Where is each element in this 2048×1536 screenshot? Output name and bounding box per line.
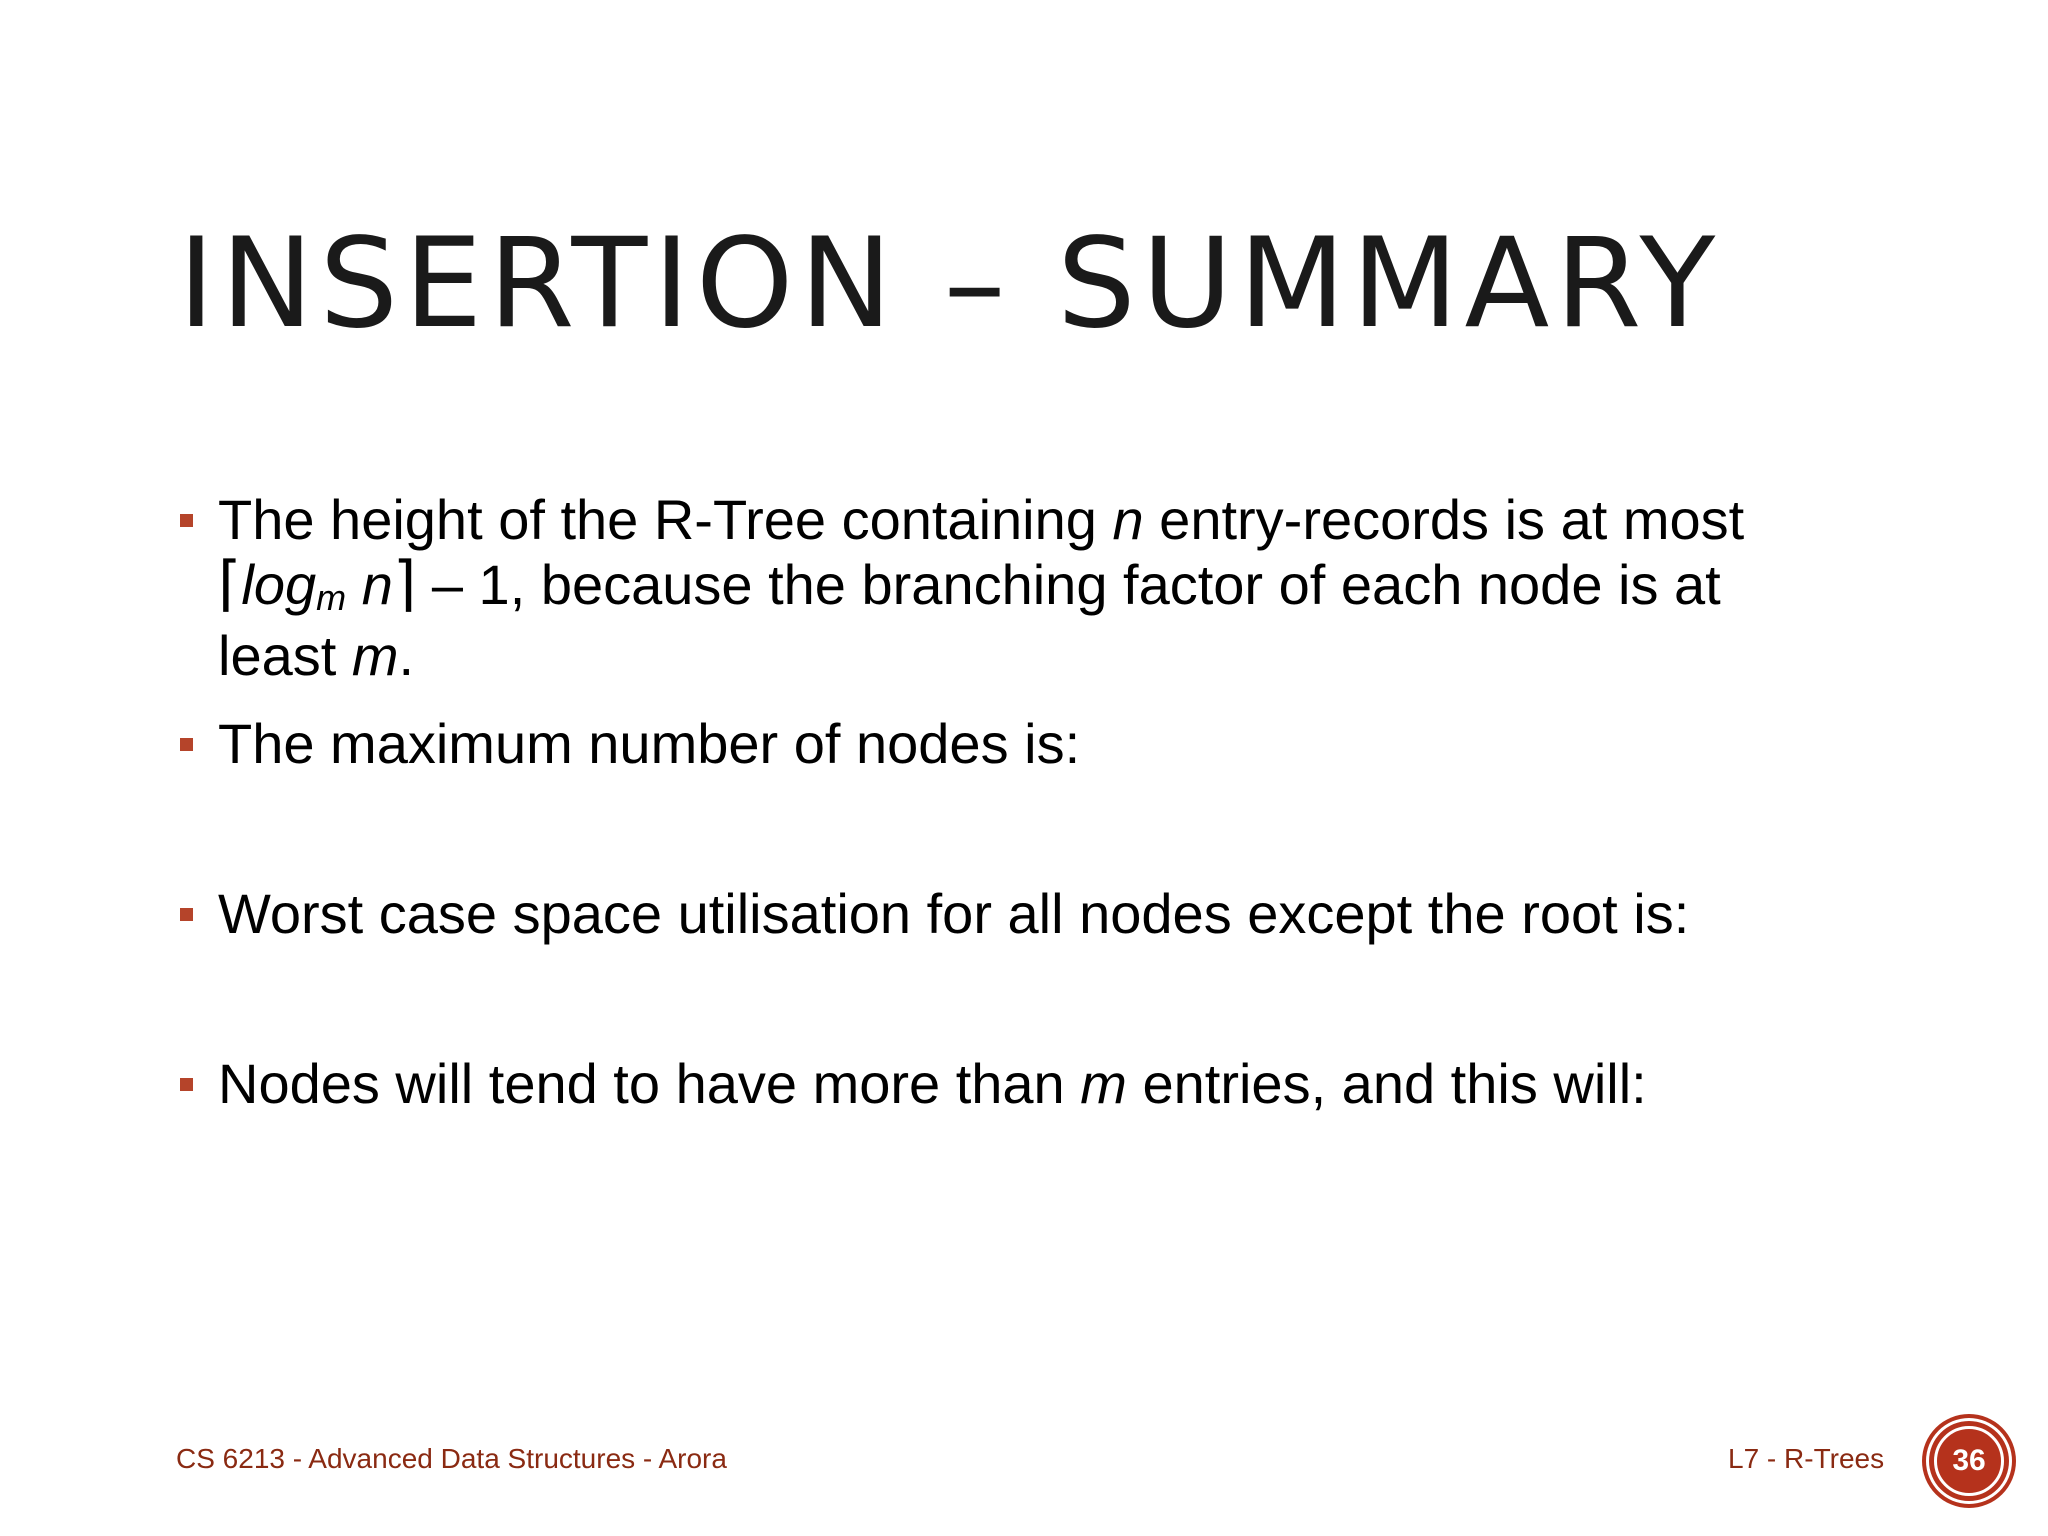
ceil-open-symbol: ⌈ (218, 549, 242, 619)
bullet-marker (180, 738, 193, 751)
bullet-text: – 1, because the branching factor of each node is at least (218, 553, 1721, 687)
bullet-item-max-nodes (178, 712, 1818, 776)
bullet-item-node-entries (178, 1052, 1818, 1116)
bullet-text: entries, and this will: (1126, 1052, 1647, 1115)
bullet-text: entry-records is at most (1143, 488, 1745, 551)
ceil-close-symbol: ⌉ (392, 549, 417, 619)
bullet-marker (180, 1078, 193, 1091)
var-m: m (1080, 1052, 1127, 1115)
bullet-text: . (398, 624, 415, 687)
slide-title: INSERTION – SUMMARY (178, 212, 1722, 356)
var-m: m (351, 624, 399, 687)
bullet-text: The height of the R-Tree containing (218, 488, 1113, 551)
bullet-item-space-utilisation (178, 882, 1818, 946)
bullet-text: Worst case space utilisation for all nodes except the root is: (218, 882, 1690, 945)
bullet-list (178, 488, 1818, 1116)
var-n: n (361, 553, 393, 616)
log-base-subscript: m (316, 577, 347, 618)
bullet-marker (180, 908, 193, 921)
page-number: 36 (1934, 1426, 2004, 1496)
footer-lecture: L7 - R-Trees (1728, 1443, 1885, 1474)
bullet-item-height (178, 488, 1818, 688)
bullet-text: Nodes will tend to have more than (218, 1052, 1081, 1115)
footer-course: CS 6213 - Advanced Data Structures - Arora (176, 1443, 727, 1474)
space (346, 553, 362, 616)
bullet-marker (180, 514, 193, 527)
page-number-badge (1926, 1418, 2012, 1504)
bullet-text: The maximum number of nodes is: (218, 712, 1081, 775)
log-text: log (241, 553, 317, 616)
var-n: n (1112, 488, 1144, 551)
